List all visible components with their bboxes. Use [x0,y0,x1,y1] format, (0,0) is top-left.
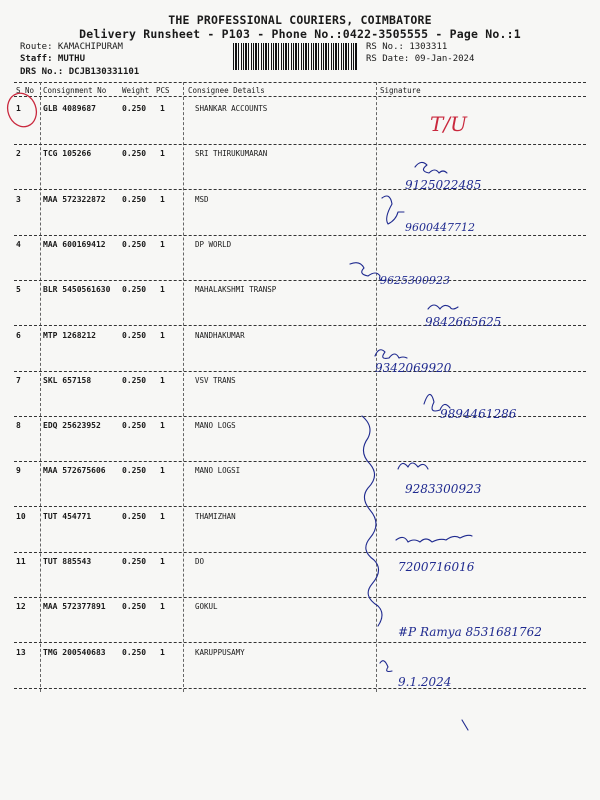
row-weight: 0.250 [122,466,147,475]
signature-scribble [428,305,458,309]
signature-scribble [382,196,404,224]
row-pcs: 1 [160,195,165,204]
row-pcs: 1 [160,149,165,158]
row-consignment-no: TMG 200540683 [43,648,106,657]
row-weight: 0.250 [122,240,147,249]
rs-number-field: RS No.: 1303311 [366,42,448,52]
signature-scribble [415,162,447,173]
circled-row-mark [3,89,41,131]
row-consignment-no: MAA 572377891 [43,602,106,611]
row-pcs: 1 [160,331,165,340]
signature-row-11: 7200716016 [398,560,475,574]
rs-date-field: RS Date: 09-Jan-2024 [366,54,475,64]
signature-row-9: 9283300923 [405,482,482,496]
row-consignee: SRI THIRUKUMARAN [195,149,268,158]
signature-scribble [380,661,392,672]
drs-number-field: DRS No.: DCJB130331101 [20,67,140,77]
row-consignee: DP WORLD [195,240,232,249]
company-title: THE PROFESSIONAL COURIERS, COIMBATORE [168,13,432,27]
row-sno: 8 [16,421,21,430]
row-weight: 0.250 [122,195,147,204]
row-weight: 0.250 [122,421,147,430]
row-pcs: 1 [160,421,165,430]
row-pcs: 1 [160,648,165,657]
row-sno: 2 [16,149,21,158]
row-consignee: MANO LOGSI [195,466,241,475]
row-pcs: 1 [160,602,165,611]
row-weight: 0.250 [122,602,147,611]
row-consignment-no: TUT 885543 [43,557,92,566]
row-sno: 9 [16,466,21,475]
row-consignee: DO [195,557,205,566]
row-pcs: 1 [160,285,165,294]
row-sno: 10 [16,512,26,521]
signature-row-3: 9600447712 [405,221,475,234]
row-weight: 0.250 [122,104,147,113]
row-weight: 0.250 [122,376,147,385]
row-consignment-no: TCG 105266 [43,149,92,158]
row-pcs: 1 [160,466,165,475]
row-consignment-no: BLR 5450561630 [43,285,111,294]
row-weight: 0.250 [122,331,147,340]
row-consignment-no: TUT 454771 [43,512,92,521]
row-consignee: MANO LOGS [195,421,236,430]
signature-scribble [398,463,428,469]
row-pcs: 1 [160,240,165,249]
signature-row-6: 9342069920 [375,361,452,375]
staff-field: Staff: MUTHU [20,54,86,64]
signature-row-13: 9.1.2024 [398,675,452,689]
column-header-consignment: Consignment No [43,86,107,95]
row-sno: 1 [16,104,21,113]
row-consignee: KARUPPUSAMY [195,648,245,657]
row-consignment-no: MTP 1268212 [43,331,96,340]
row-weight: 0.250 [122,557,147,566]
row-consignment-no: EDQ 25623952 [43,421,101,430]
column-header-weight: Weight [122,86,150,95]
row-sno: 5 [16,285,21,294]
row-pcs: 1 [160,104,165,113]
row-weight: 0.250 [122,648,147,657]
row-weight: 0.250 [122,285,147,294]
row-sno: 12 [16,602,26,611]
row-weight: 0.250 [122,512,147,521]
row-sno: 13 [16,648,26,657]
row-consignee: VSV TRANS [195,376,236,385]
row-consignment-no: GLB 4089687 [43,104,96,113]
signature-scribble [375,350,407,359]
signature-row-2: 9125022485 [405,178,482,192]
column-header-signature: Signature [380,86,421,95]
row-pcs: 1 [160,512,165,521]
row-consignee: MAHALAKSHMI TRANSP [195,285,277,294]
row-consignee: THAMIZHAN [195,512,236,521]
row-consignment-no: MAA 600169412 [43,240,106,249]
signature-row-7: 9894461286 [440,407,517,421]
row-sno: 11 [16,557,26,566]
signature-row-5: 9842665625 [425,315,502,329]
row-sno: 7 [16,376,21,385]
row-sno: 3 [16,195,21,204]
stray-pen-mark [462,720,468,730]
signature-scribble [396,535,472,542]
row-sno: 4 [16,240,21,249]
row-consignee: NANDHAKUMAR [195,331,245,340]
row-consignment-no: MAA 572675606 [43,466,106,475]
signature-row-12: #P Ramya 8531681762 [398,625,542,639]
row-consignment-no: MAA 572322872 [43,195,106,204]
route-field: Route: KAMACHIPURAM [20,42,123,52]
column-header-consignee: Consignee Details [188,86,265,95]
brace-bracket-mark [362,416,382,626]
row-weight: 0.250 [122,149,147,158]
row-consignee: MSD [195,195,209,204]
column-header-sno: S No [16,86,35,95]
row-consignment-no: SKL 657158 [43,376,92,385]
signature-row-4: 9625300923 [380,274,450,287]
signature-row-1: T/U [430,112,467,136]
row-pcs: 1 [160,557,165,566]
row-consignee: GOKUL [195,602,218,611]
row-pcs: 1 [160,376,165,385]
row-consignee: SHANKAR ACCOUNTS [195,104,268,113]
runsheet-subtitle: Delivery Runsheet - P103 - Phone No.:0422-3505555 - Page No.:1 [79,27,521,41]
column-header-pcs: PCS [156,86,170,95]
row-sno: 6 [16,331,21,340]
